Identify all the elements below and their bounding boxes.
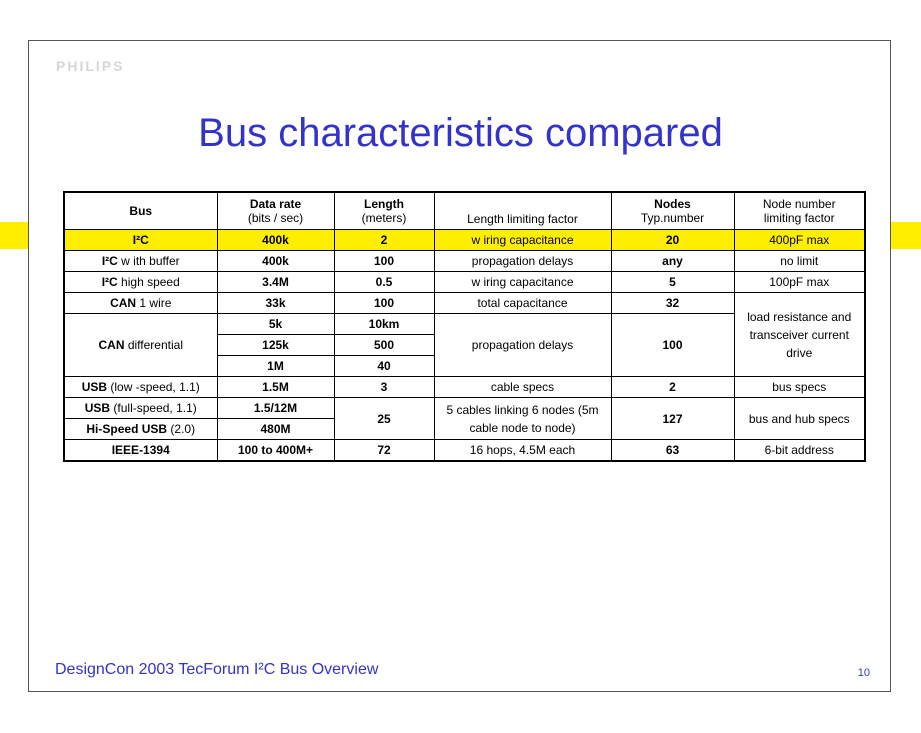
cell-rate: 3.4M [217, 272, 334, 293]
header-node-limit-sub: limiting factor [763, 211, 835, 225]
table-row-usb-low [64, 377, 865, 398]
cell-bus-rest: (low -speed, 1.1) [107, 380, 200, 394]
table-row-i2c-buffer [64, 251, 865, 272]
cell-bus-rest: (full-speed, 1.1) [110, 401, 197, 415]
cell-limit: 16 hops, 4.5M each [434, 440, 611, 462]
header-nodes-main: Nodes [654, 197, 691, 211]
cell-node-limit: 400pF max [734, 230, 865, 251]
header-nodes [611, 192, 734, 230]
cell-length: 100 [334, 251, 434, 272]
cell-bus-bold: CAN [110, 296, 137, 310]
cell-limit: propagation delays [434, 314, 611, 377]
footer-text: DesignCon 2003 TecForum I²C Bus Overview [55, 661, 379, 678]
header-node-limit-main: Node number [762, 197, 836, 211]
cell-rate: 1.5M [217, 377, 334, 398]
cell-length: 0.5 [334, 272, 434, 293]
cell-node-limit: bus specs [734, 377, 865, 398]
header-data-rate-sub: (bits / sec) [247, 211, 304, 225]
cell-rate: 33k [217, 293, 334, 314]
table-header-row [64, 192, 865, 230]
cell-rate: 1M [217, 356, 334, 377]
header-length [334, 192, 434, 230]
header-nodes-sub: Typ.number [640, 211, 705, 225]
cell-limit: cable specs [434, 377, 611, 398]
cell-bus-bold: USB [81, 380, 108, 394]
cell-node-limit: load resistance and transceiver current drive [734, 293, 865, 377]
cell-bus-bold: I²C [101, 254, 118, 268]
cell-bus-bold: I²C [101, 275, 118, 289]
cell-length: 25 [334, 398, 434, 440]
table-row-usb-full [64, 398, 865, 419]
cell-node-limit: no limit [734, 251, 865, 272]
cell-rate: 5k [217, 314, 334, 335]
cell-rate: 480M [217, 419, 334, 440]
slide-title: Bus characteristics compared [198, 111, 723, 155]
cell-limit: w iring capacitance [434, 272, 611, 293]
cell-length: 10km [334, 314, 434, 335]
cell-rate: 125k [217, 335, 334, 356]
cell-limit: w iring capacitance [434, 230, 611, 251]
cell-length: 2 [334, 230, 434, 251]
cell-bus [64, 314, 217, 377]
cell-bus [64, 293, 217, 314]
cell-bus-bold: USB [84, 401, 111, 415]
header-length-limit: Length limiting factor [434, 192, 611, 230]
header-node-limit [734, 192, 865, 230]
cell-nodes: 20 [611, 230, 734, 251]
cell-node-limit: 6-bit address [734, 440, 865, 462]
logo: PHILIPS [56, 58, 125, 74]
cell-bus-rest: (2.0) [167, 422, 196, 436]
cell-bus-rest: w ith buffer [117, 254, 180, 268]
header-length-sub: (meters) [361, 211, 407, 225]
cell-limit: total capacitance [434, 293, 611, 314]
cell-bus: IEEE-1394 [64, 440, 217, 462]
cell-nodes: 127 [611, 398, 734, 440]
cell-bus [64, 398, 217, 419]
cell-bus-rest: high speed [117, 275, 180, 289]
cell-bus [64, 272, 217, 293]
cell-length: 500 [334, 335, 434, 356]
cell-bus [64, 377, 217, 398]
cell-rate: 400k [217, 251, 334, 272]
page-number: 10 [857, 667, 870, 679]
cell-nodes: 100 [611, 314, 734, 377]
cell-bus [64, 251, 217, 272]
table-row-can-1wire [64, 293, 865, 314]
table-row-i2c-hs [64, 272, 865, 293]
cell-length: 100 [334, 293, 434, 314]
cell-nodes: 2 [611, 377, 734, 398]
cell-nodes: any [611, 251, 734, 272]
cell-rate: 100 to 400M+ [217, 440, 334, 462]
cell-bus-rest: 1 wire [136, 296, 172, 310]
cell-nodes: 32 [611, 293, 734, 314]
bus-comparison-table [63, 191, 866, 462]
cell-length: 72 [334, 440, 434, 462]
cell-limit: propagation delays [434, 251, 611, 272]
cell-nodes: 63 [611, 440, 734, 462]
cell-bus: I²C [64, 230, 217, 251]
cell-bus-bold: Hi-Speed USB [86, 422, 168, 436]
cell-length: 3 [334, 377, 434, 398]
cell-node-limit: bus and hub specs [734, 398, 865, 440]
table-row-i2c [64, 230, 865, 251]
header-bus: Bus [64, 192, 217, 230]
table-row-ieee [64, 440, 865, 462]
header-length-main: Length [364, 197, 404, 211]
header-data-rate [217, 192, 334, 230]
cell-bus [64, 419, 217, 440]
cell-nodes: 5 [611, 272, 734, 293]
cell-node-limit: 100pF max [734, 272, 865, 293]
cell-rate: 1.5/12M [217, 398, 334, 419]
cell-bus-bold: CAN [98, 338, 125, 352]
header-data-rate-main: Data rate [249, 197, 302, 211]
cell-limit: 5 cables linking 6 nodes (5m cable node to node) [434, 398, 611, 440]
cell-length: 40 [334, 356, 434, 377]
cell-bus-rest: differential [124, 338, 183, 352]
cell-rate: 400k [217, 230, 334, 251]
